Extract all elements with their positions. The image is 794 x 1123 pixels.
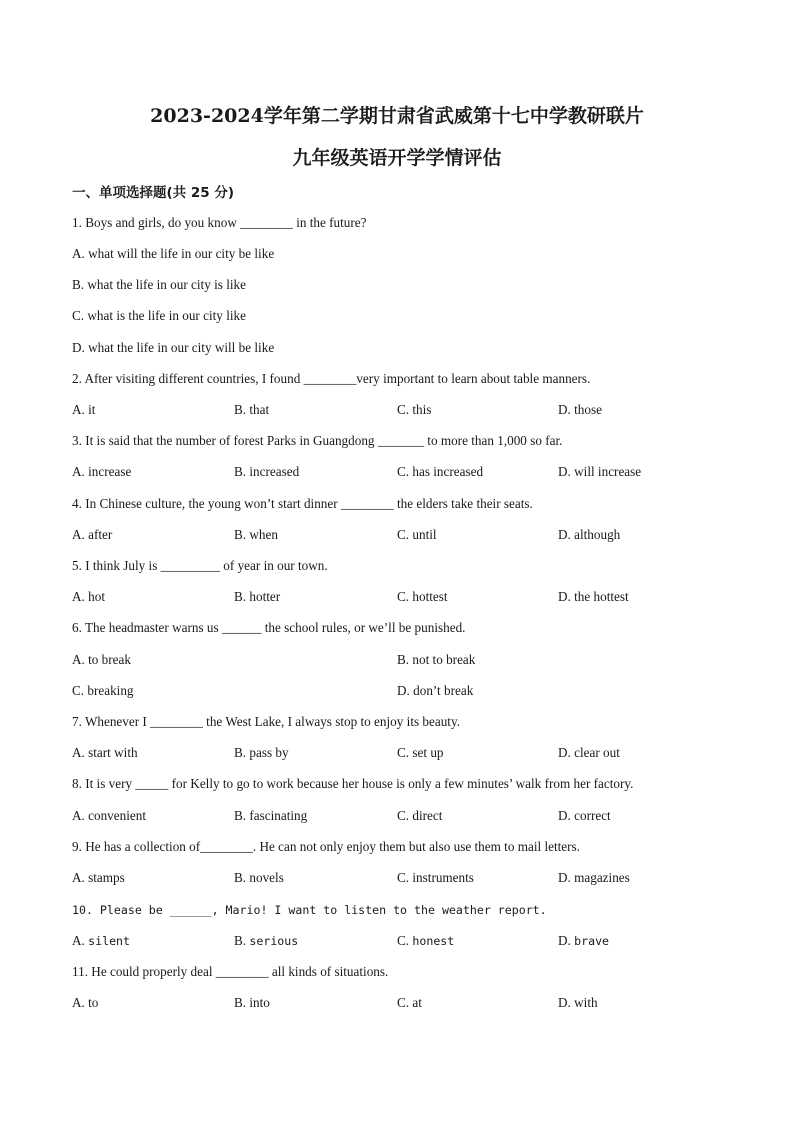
- question-stem: 7. Whenever I ________ the West Lake, I always stop to enjoy its beauty.: [72, 714, 460, 729]
- option-text: when: [249, 527, 278, 542]
- option-label: D.: [558, 870, 571, 885]
- option-c: [397, 526, 437, 544]
- option-text: stamps: [88, 870, 125, 885]
- option-d: [558, 401, 602, 419]
- option-label: C.: [397, 527, 410, 542]
- option-a: [72, 744, 138, 762]
- question-stem: 1. Boys and girls, do you know ________ in the future?: [72, 215, 367, 230]
- option-d: [558, 526, 620, 544]
- option-d: [558, 932, 609, 950]
- option-label: C.: [397, 745, 410, 760]
- option-label: D.: [558, 589, 571, 604]
- question-stem: 5. I think July is _________ of year in our town.: [72, 558, 328, 573]
- option-text: brave: [574, 934, 610, 948]
- option-text: clear out: [574, 745, 620, 760]
- option-text: honest: [412, 934, 455, 948]
- option-label: B.: [234, 933, 247, 948]
- option-label: A.: [72, 652, 85, 667]
- option-b: [234, 463, 299, 481]
- option-text: silent: [88, 934, 131, 948]
- option-text: it: [88, 402, 96, 417]
- option-text: convenient: [88, 808, 146, 823]
- option-text: although: [574, 527, 621, 542]
- option-text: don’t break: [413, 683, 474, 698]
- option-label: C.: [72, 308, 85, 323]
- option-label: B.: [234, 995, 247, 1010]
- option-label: A.: [72, 464, 85, 479]
- option-a: [72, 588, 105, 606]
- question-stem: 8. It is very _____ for Kelly to go to work because her house is only a few minutes’ walk from her factory.: [72, 776, 634, 791]
- option-b: [397, 651, 475, 669]
- option-text: that: [249, 402, 270, 417]
- option-c: [72, 682, 134, 700]
- option-a: [72, 869, 125, 887]
- option-label: B.: [234, 870, 247, 885]
- option-d: [558, 994, 598, 1012]
- option-d: [558, 588, 629, 606]
- option-c: [397, 463, 483, 481]
- option-text: direct: [412, 808, 443, 823]
- option-c: [397, 744, 444, 762]
- option-text: hottest: [412, 589, 448, 604]
- option-label: A.: [72, 589, 85, 604]
- option-text: hotter: [249, 589, 281, 604]
- option-b: [234, 526, 278, 544]
- option-label: D.: [558, 464, 571, 479]
- option-label: D.: [558, 745, 571, 760]
- option-c: [397, 869, 474, 887]
- option-text: the hottest: [574, 589, 629, 604]
- option-label: B.: [234, 527, 247, 542]
- option-c: [72, 307, 246, 325]
- option-text: has increased: [412, 464, 484, 479]
- option-label: C.: [397, 464, 410, 479]
- option-text: to: [88, 995, 99, 1010]
- option-label: D.: [558, 402, 571, 417]
- option-text: hot: [88, 589, 105, 604]
- question-stem: 11. He could properly deal ________ all kinds of situations.: [72, 964, 389, 979]
- option-a: [72, 401, 95, 419]
- option-label: B.: [234, 808, 247, 823]
- option-text: with: [574, 995, 598, 1010]
- option-b: [234, 401, 269, 419]
- option-c: [397, 994, 422, 1012]
- option-text: into: [249, 995, 270, 1010]
- option-label: A.: [72, 246, 85, 261]
- option-text: novels: [249, 870, 284, 885]
- option-label: C.: [397, 402, 410, 417]
- question-stem: 2. After visiting different countries, I found ________very important to learn about table manners.: [72, 371, 591, 386]
- question-stem: 3. It is said that the number of forest Parks in Guangdong _______ to more than 1,000 so far.: [72, 433, 563, 448]
- option-a: [72, 651, 131, 669]
- page-title: 2023-2024学年第二学期甘肃省武威第十七中学教研联片: [150, 105, 644, 127]
- option-c: [397, 401, 431, 419]
- option-text: to break: [88, 652, 131, 667]
- option-text: after: [88, 527, 113, 542]
- option-text: what the life in our city will be like: [88, 340, 275, 355]
- option-text: pass by: [249, 745, 289, 760]
- option-label: B.: [234, 745, 247, 760]
- option-label: D.: [397, 683, 410, 698]
- option-text: at: [412, 995, 422, 1010]
- option-d: [558, 463, 641, 481]
- option-text: increased: [249, 464, 300, 479]
- option-b: [234, 807, 307, 825]
- question-stem: 10. Please be ______, Mario! I want to listen to the weather report.: [72, 903, 547, 917]
- option-d: [72, 339, 274, 357]
- option-label: D.: [558, 933, 571, 948]
- option-label: D.: [72, 340, 85, 355]
- option-c: [397, 807, 442, 825]
- option-text: until: [412, 527, 437, 542]
- option-text: this: [412, 402, 432, 417]
- option-label: C.: [397, 870, 410, 885]
- option-b: [234, 994, 270, 1012]
- option-label: A.: [72, 808, 85, 823]
- option-label: C.: [397, 995, 410, 1010]
- option-b: [234, 744, 289, 762]
- option-label: C.: [397, 589, 410, 604]
- option-b: [72, 276, 246, 294]
- option-text: what will the life in our city be like: [88, 246, 275, 261]
- option-label: A.: [72, 402, 85, 417]
- option-d: [397, 682, 473, 700]
- option-text: start with: [88, 745, 138, 760]
- option-d: [558, 744, 620, 762]
- question-stem: 9. He has a collection of________. He can not only enjoy them but also use them to mail letters.: [72, 839, 580, 854]
- option-text: set up: [412, 745, 444, 760]
- option-b: [234, 869, 284, 887]
- option-a: [72, 463, 131, 481]
- option-text: breaking: [87, 683, 134, 698]
- option-a: [72, 994, 98, 1012]
- option-label: B.: [234, 589, 247, 604]
- option-text: instruments: [412, 870, 474, 885]
- section-heading: 一、单项选择题(共 25 分): [72, 185, 235, 201]
- option-text: those: [574, 402, 602, 417]
- option-label: A.: [72, 745, 85, 760]
- option-a: [72, 932, 130, 950]
- option-label: D.: [558, 995, 571, 1010]
- option-label: D.: [558, 808, 571, 823]
- option-label: B.: [397, 652, 410, 667]
- question-stem: 4. In Chinese culture, the young won’t start dinner ________ the elders take their seats.: [72, 496, 533, 511]
- option-text: increase: [88, 464, 132, 479]
- option-text: will increase: [574, 464, 642, 479]
- option-label: B.: [234, 464, 247, 479]
- option-label: C.: [72, 683, 85, 698]
- option-label: B.: [72, 277, 85, 292]
- option-label: D.: [558, 527, 571, 542]
- option-text: correct: [574, 808, 611, 823]
- option-b: [234, 588, 280, 606]
- option-text: what the life in our city is like: [87, 277, 246, 292]
- option-label: C.: [397, 933, 410, 948]
- option-text: magazines: [574, 870, 630, 885]
- option-c: [397, 932, 454, 950]
- option-label: B.: [234, 402, 247, 417]
- option-a: [72, 807, 146, 825]
- option-a: [72, 245, 274, 263]
- option-text: not to break: [412, 652, 476, 667]
- option-c: [397, 588, 448, 606]
- option-d: [558, 869, 630, 887]
- page-subtitle: 九年级英语开学学情评估: [292, 147, 502, 169]
- option-text: fascinating: [249, 808, 308, 823]
- option-b: [234, 932, 298, 950]
- option-text: serious: [249, 934, 299, 948]
- option-text: what is the life in our city like: [87, 308, 246, 323]
- option-label: A.: [72, 933, 85, 948]
- question-stem: 6. The headmaster warns us ______ the school rules, or we’ll be punished.: [72, 620, 466, 635]
- option-label: A.: [72, 870, 85, 885]
- option-label: C.: [397, 808, 410, 823]
- option-d: [558, 807, 611, 825]
- option-label: A.: [72, 995, 85, 1010]
- option-a: [72, 526, 112, 544]
- option-label: A.: [72, 527, 85, 542]
